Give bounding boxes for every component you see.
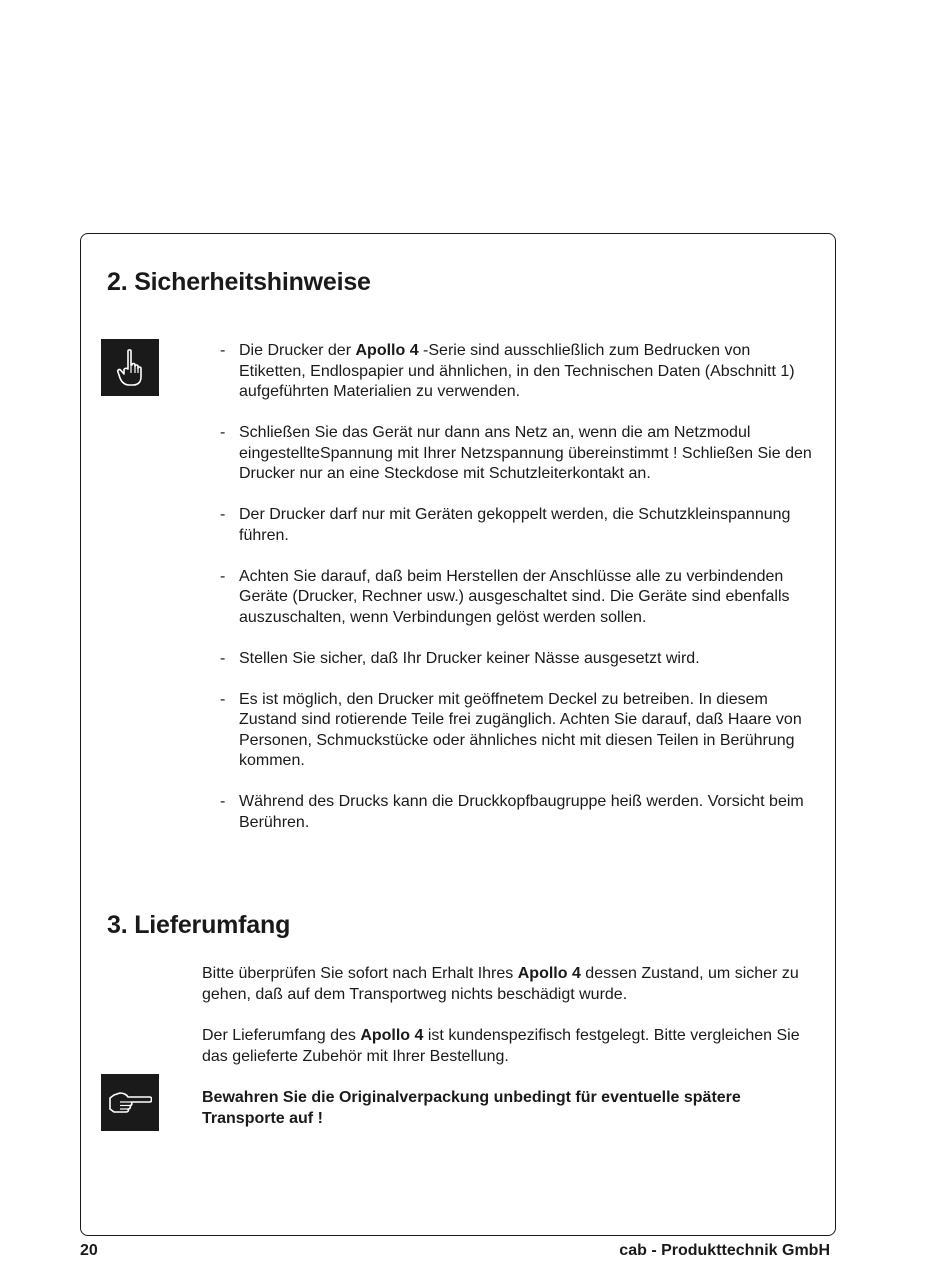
section-2-heading: 2. Sicherheitshinweise bbox=[107, 268, 371, 296]
list-item: - Schließen Sie das Gerät nur dann ans Netz an, wenn die am Netzmodul eingestellteSpannung mit Ihrer Netzspannung übereinstimmt ! Schließen Sie den Drucker nur an eine Steckdose mit Schutzleiterkontakt an. bbox=[220, 424, 812, 482]
pointing-hand-right-icon bbox=[101, 1074, 159, 1131]
list-item: - Der Drucker darf nur mit Geräten gekoppelt werden, die Schutzkleinspannung führen. bbox=[220, 506, 791, 544]
safety-list bbox=[220, 341, 820, 854]
section-3-heading: 3. Lieferumfang bbox=[107, 911, 291, 939]
list-item: - Stellen Sie sicher, daß Ihr Drucker keiner Nässe ausgesetzt wird. bbox=[220, 649, 700, 667]
list-item: - Achten Sie darauf, daß beim Herstellen der Anschlüsse alle zu verbindenden Geräte (Drucker, Rechner usw.) ausgeschaltet sind. Die Geräte sind ebenfalls auszuschalten, wenn Verbindungen gelöst werden sollen. bbox=[220, 567, 790, 626]
page-number: 20 bbox=[80, 1242, 98, 1259]
company-name: cab - Produkttechnik GmbH bbox=[619, 1242, 830, 1259]
list-item: - Während des Drucks kann die Druckkopfbaugruppe heiß werden. Vorsicht beim Berühren. bbox=[220, 793, 804, 831]
scope-paragraph: Der Lieferumfang des Apollo 4 ist kundenspezifisch festgelegt. Bitte vergleichen Sie das gelieferte Zubehör mit Ihrer Bestellung. bbox=[202, 1027, 800, 1065]
inspection-paragraph: Bitte überprüfen Sie sofort nach Erhalt Ihres Apollo 4 dessen Zustand, um sicher zu gehen, daß auf dem Transportweg nichts beschädigt wurde. bbox=[202, 965, 799, 1003]
pointing-finger-up-icon bbox=[101, 339, 159, 396]
list-item: - Es ist möglich, den Drucker mit geöffnetem Deckel zu betreiben. In diesem Zustand sind rotierende Teile frei zugänglich. Achten Sie darauf, daß Haare von Personen, Schmuckstücke oder ähnliches nicht mit diesen Teilen in Berührung kommen. bbox=[220, 690, 802, 769]
packaging-note: Bewahren Sie die Originalverpackung unbedingt für eventuelle spätere Transporte auf ! bbox=[202, 1089, 741, 1127]
list-item: - Die Drucker der Apollo 4 -Serie sind ausschließlich zum Bedrucken von Etiketten, Endlospapier und ähnlichen, in den Technischen Daten (Abschnitt 1) aufgeführten Materialien zu verwenden. bbox=[220, 342, 795, 400]
